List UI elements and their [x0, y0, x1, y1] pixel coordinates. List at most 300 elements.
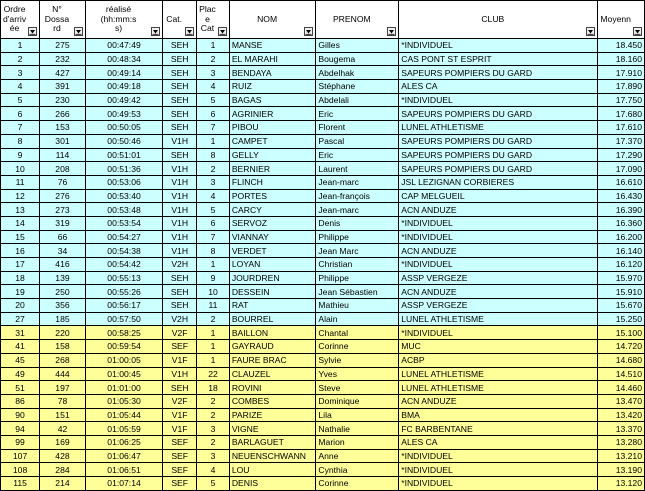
cell-place-cat[interactable]: 4 [197, 189, 230, 203]
cell-club[interactable]: CAS PONT ST ESPRIT [399, 52, 598, 66]
cell-nom[interactable]: BARLAGUET [229, 435, 316, 449]
cell-place-cat[interactable]: 4 [197, 80, 230, 94]
cell-prenom[interactable]: Mathieu [316, 299, 399, 313]
cell-cat[interactable]: SEF [163, 449, 197, 463]
dropdown-arrow-icon[interactable] [218, 27, 227, 36]
cell-cat[interactable]: SEH [163, 93, 197, 107]
cell-club[interactable]: BMA [399, 408, 598, 422]
cell-temps[interactable]: 01:05:30 [85, 394, 162, 408]
cell-ordre[interactable]: 9 [1, 148, 40, 162]
cell-dossard[interactable]: 273 [40, 203, 86, 217]
cell-moyenne[interactable]: 15.970 [598, 271, 645, 285]
cell-moyenne[interactable]: 16.430 [598, 189, 645, 203]
cell-place-cat[interactable]: 7 [197, 121, 230, 135]
cell-club[interactable]: LUNEL ATHLETISME [399, 381, 598, 395]
cell-prenom[interactable]: Jean Marc [316, 244, 399, 258]
header-prenom[interactable] [316, 1, 399, 39]
cell-prenom[interactable]: Anne [316, 449, 399, 463]
dropdown-arrow-icon[interactable] [28, 27, 37, 36]
cell-club[interactable]: ALES CA [399, 435, 598, 449]
cell-place-cat[interactable]: 3 [197, 175, 230, 189]
cell-place-cat[interactable]: 5 [197, 93, 230, 107]
cell-nom[interactable]: NEUENSCHWANN [229, 449, 316, 463]
cell-prenom[interactable]: Jean-marc [316, 203, 399, 217]
cell-nom[interactable]: PIBOU [229, 121, 316, 135]
cell-place-cat[interactable]: 1 [197, 134, 230, 148]
cell-cat[interactable]: V1H [163, 175, 197, 189]
cell-prenom[interactable]: Lila [316, 408, 399, 422]
cell-cat[interactable]: SEH [163, 148, 197, 162]
cell-dossard[interactable]: 220 [40, 326, 86, 340]
cell-dossard[interactable]: 42 [40, 422, 86, 436]
cell-place-cat[interactable]: 22 [197, 367, 230, 381]
cell-temps[interactable]: 00:56:17 [85, 299, 162, 313]
cell-place-cat[interactable]: 2 [197, 394, 230, 408]
cell-nom[interactable]: RUIZ [229, 80, 316, 94]
cell-nom[interactable]: DENIS [229, 477, 316, 491]
cell-nom[interactable]: JOURDREN [229, 271, 316, 285]
cell-nom[interactable]: BAGAS [229, 93, 316, 107]
cell-ordre[interactable]: 45 [1, 353, 40, 367]
cell-club[interactable]: LUNEL ATHLETISME [399, 312, 598, 326]
cell-prenom[interactable]: Bougema [316, 52, 399, 66]
cell-prenom[interactable]: Nathalie [316, 422, 399, 436]
cell-ordre[interactable]: 10 [1, 162, 40, 176]
cell-ordre[interactable]: 16 [1, 244, 40, 258]
cell-cat[interactable]: SEH [163, 107, 197, 121]
cell-ordre[interactable]: 5 [1, 93, 40, 107]
cell-place-cat[interactable]: 6 [197, 216, 230, 230]
cell-club[interactable]: *INDIVIDUEL [399, 230, 598, 244]
cell-club[interactable]: MUC [399, 340, 598, 354]
cell-cat[interactable]: V1H [163, 134, 197, 148]
cell-prenom[interactable]: Abdelali [316, 93, 399, 107]
cell-dossard[interactable]: 76 [40, 175, 86, 189]
cell-temps[interactable]: 01:06:47 [85, 449, 162, 463]
cell-dossard[interactable]: 66 [40, 230, 86, 244]
cell-dossard[interactable]: 197 [40, 381, 86, 395]
cell-prenom[interactable]: Gilles [316, 39, 399, 53]
cell-club[interactable]: *INDIVIDUEL [399, 216, 598, 230]
cell-club[interactable]: ASSP VERGEZE [399, 299, 598, 313]
dropdown-arrow-icon[interactable] [586, 27, 595, 36]
cell-temps[interactable]: 00:54:27 [85, 230, 162, 244]
cell-prenom[interactable]: Laurent [316, 162, 399, 176]
cell-club[interactable]: ALES CA [399, 80, 598, 94]
cell-ordre[interactable]: 6 [1, 107, 40, 121]
cell-club[interactable]: SAPEURS POMPIERS DU GARD [399, 134, 598, 148]
cell-place-cat[interactable]: 8 [197, 244, 230, 258]
cell-club[interactable]: LUNEL ATHLETISME [399, 367, 598, 381]
cell-ordre[interactable]: 12 [1, 189, 40, 203]
cell-cat[interactable]: V1F [163, 353, 197, 367]
cell-club[interactable]: JSL LEZIGNAN CORBIERES [399, 175, 598, 189]
cell-moyenne[interactable]: 14.510 [598, 367, 645, 381]
cell-club[interactable]: SAPEURS POMPIERS DU GARD [399, 66, 598, 80]
header-dossard[interactable] [40, 1, 86, 39]
cell-ordre[interactable]: 13 [1, 203, 40, 217]
cell-temps[interactable]: 01:05:59 [85, 422, 162, 436]
cell-moyenne[interactable]: 13.280 [598, 435, 645, 449]
cell-ordre[interactable]: 19 [1, 285, 40, 299]
cell-ordre[interactable]: 31 [1, 326, 40, 340]
cell-moyenne[interactable]: 13.210 [598, 449, 645, 463]
cell-ordre[interactable]: 4 [1, 80, 40, 94]
cell-cat[interactable]: V1F [163, 408, 197, 422]
cell-nom[interactable]: SERVOZ [229, 216, 316, 230]
cell-moyenne[interactable]: 17.370 [598, 134, 645, 148]
cell-place-cat[interactable]: 2 [197, 312, 230, 326]
cell-ordre[interactable]: 14 [1, 216, 40, 230]
cell-moyenne[interactable]: 17.680 [598, 107, 645, 121]
cell-moyenne[interactable]: 18.450 [598, 39, 645, 53]
cell-moyenne[interactable]: 16.360 [598, 216, 645, 230]
cell-dossard[interactable]: 230 [40, 93, 86, 107]
cell-temps[interactable]: 00:53:48 [85, 203, 162, 217]
cell-nom[interactable]: FAURE BRAC [229, 353, 316, 367]
cell-dossard[interactable]: 427 [40, 66, 86, 80]
cell-club[interactable]: SAPEURS POMPIERS DU GARD [399, 148, 598, 162]
cell-place-cat[interactable]: 1 [197, 258, 230, 272]
cell-temps[interactable]: 00:49:53 [85, 107, 162, 121]
cell-dossard[interactable]: 151 [40, 408, 86, 422]
cell-temps[interactable]: 00:50:05 [85, 121, 162, 135]
cell-prenom[interactable]: Denis [316, 216, 399, 230]
cell-ordre[interactable]: 20 [1, 299, 40, 313]
cell-nom[interactable]: RAT [229, 299, 316, 313]
cell-ordre[interactable]: 27 [1, 312, 40, 326]
cell-temps[interactable]: 01:00:45 [85, 367, 162, 381]
cell-ordre[interactable]: 99 [1, 435, 40, 449]
cell-dossard[interactable]: 185 [40, 312, 86, 326]
cell-prenom[interactable]: Abdelhak [316, 66, 399, 80]
cell-moyenne[interactable]: 15.910 [598, 285, 645, 299]
cell-ordre[interactable]: 3 [1, 66, 40, 80]
cell-temps[interactable]: 01:06:25 [85, 435, 162, 449]
cell-nom[interactable]: BAILLON [229, 326, 316, 340]
cell-dossard[interactable]: 232 [40, 52, 86, 66]
cell-place-cat[interactable]: 3 [197, 449, 230, 463]
cell-temps[interactable]: 01:06:51 [85, 463, 162, 477]
cell-club[interactable]: *INDIVIDUEL [399, 477, 598, 491]
cell-temps[interactable]: 01:00:05 [85, 353, 162, 367]
cell-club[interactable]: *INDIVIDUEL [399, 39, 598, 53]
cell-moyenne[interactable]: 14.680 [598, 353, 645, 367]
cell-dossard[interactable]: 169 [40, 435, 86, 449]
cell-place-cat[interactable]: 6 [197, 107, 230, 121]
cell-dossard[interactable]: 214 [40, 477, 86, 491]
cell-place-cat[interactable]: 1 [197, 353, 230, 367]
cell-cat[interactable]: V2F [163, 326, 197, 340]
cell-moyenne[interactable]: 13.370 [598, 422, 645, 436]
dropdown-arrow-icon[interactable] [74, 27, 83, 36]
cell-temps[interactable]: 01:07:14 [85, 477, 162, 491]
cell-nom[interactable]: EL MARAHI [229, 52, 316, 66]
cell-nom[interactable]: LOU [229, 463, 316, 477]
cell-temps[interactable]: 00:53:40 [85, 189, 162, 203]
cell-cat[interactable]: SEF [163, 463, 197, 477]
cell-moyenne[interactable]: 17.090 [598, 162, 645, 176]
cell-nom[interactable]: LOYAN [229, 258, 316, 272]
cell-place-cat[interactable]: 5 [197, 203, 230, 217]
cell-ordre[interactable]: 8 [1, 134, 40, 148]
cell-ordre[interactable]: 90 [1, 408, 40, 422]
cell-prenom[interactable]: Corinne [316, 340, 399, 354]
cell-prenom[interactable]: Stéphane [316, 80, 399, 94]
cell-dossard[interactable]: 284 [40, 463, 86, 477]
cell-cat[interactable]: SEH [163, 66, 197, 80]
cell-prenom[interactable]: Pascal [316, 134, 399, 148]
cell-nom[interactable]: PARIZE [229, 408, 316, 422]
cell-place-cat[interactable]: 18 [197, 381, 230, 395]
cell-cat[interactable]: V2F [163, 394, 197, 408]
cell-nom[interactable]: CARCY [229, 203, 316, 217]
cell-club[interactable]: ACN ANDUZE [399, 394, 598, 408]
cell-moyenne[interactable]: 13.120 [598, 477, 645, 491]
cell-nom[interactable]: AGRINIER [229, 107, 316, 121]
cell-ordre[interactable]: 7 [1, 121, 40, 135]
cell-prenom[interactable]: Marion [316, 435, 399, 449]
cell-moyenne[interactable]: 13.190 [598, 463, 645, 477]
cell-prenom[interactable]: Corinne [316, 477, 399, 491]
cell-prenom[interactable]: Yves [316, 367, 399, 381]
cell-cat[interactable]: SEH [163, 121, 197, 135]
cell-prenom[interactable]: Chantal [316, 326, 399, 340]
cell-ordre[interactable]: 49 [1, 367, 40, 381]
cell-ordre[interactable]: 2 [1, 52, 40, 66]
cell-moyenne[interactable]: 13.470 [598, 394, 645, 408]
header-club[interactable] [399, 1, 598, 39]
cell-prenom[interactable]: Jean Sébastien [316, 285, 399, 299]
cell-club[interactable]: FC BARBENTANE [399, 422, 598, 436]
dropdown-arrow-icon[interactable] [387, 27, 396, 36]
cell-dossard[interactable]: 275 [40, 39, 86, 53]
cell-dossard[interactable]: 391 [40, 80, 86, 94]
cell-prenom[interactable]: Eric [316, 107, 399, 121]
cell-dossard[interactable]: 78 [40, 394, 86, 408]
cell-temps[interactable]: 00:54:38 [85, 244, 162, 258]
cell-place-cat[interactable]: 7 [197, 230, 230, 244]
cell-dossard[interactable]: 356 [40, 299, 86, 313]
cell-cat[interactable]: V1H [163, 367, 197, 381]
cell-cat[interactable]: V1H [163, 244, 197, 258]
cell-prenom[interactable]: Jean-françois [316, 189, 399, 203]
header-nom[interactable] [229, 1, 316, 39]
cell-place-cat[interactable]: 2 [197, 435, 230, 449]
cell-place-cat[interactable]: 1 [197, 39, 230, 53]
cell-moyenne[interactable]: 18.160 [598, 52, 645, 66]
header-place-cat[interactable] [197, 1, 230, 39]
cell-nom[interactable]: COMBES [229, 394, 316, 408]
cell-ordre[interactable]: 51 [1, 381, 40, 395]
dropdown-arrow-icon[interactable] [304, 27, 313, 36]
cell-place-cat[interactable]: 5 [197, 477, 230, 491]
cell-cat[interactable]: V2H [163, 312, 197, 326]
cell-nom[interactable]: VIGNE [229, 422, 316, 436]
cell-nom[interactable]: VIANNAY [229, 230, 316, 244]
cell-moyenne[interactable]: 17.610 [598, 121, 645, 135]
cell-temps[interactable]: 00:50:46 [85, 134, 162, 148]
cell-temps[interactable]: 00:49:42 [85, 93, 162, 107]
cell-moyenne[interactable]: 17.750 [598, 93, 645, 107]
cell-dossard[interactable]: 266 [40, 107, 86, 121]
cell-prenom[interactable]: Alain [316, 312, 399, 326]
cell-cat[interactable]: SEH [163, 52, 197, 66]
cell-temps[interactable]: 00:51:01 [85, 148, 162, 162]
cell-cat[interactable]: V1H [163, 230, 197, 244]
cell-club[interactable]: *INDIVIDUEL [399, 93, 598, 107]
cell-dossard[interactable]: 250 [40, 285, 86, 299]
cell-place-cat[interactable]: 1 [197, 340, 230, 354]
cell-club[interactable]: ACN ANDUZE [399, 244, 598, 258]
cell-ordre[interactable]: 86 [1, 394, 40, 408]
cell-moyenne[interactable]: 16.200 [598, 230, 645, 244]
cell-club[interactable]: *INDIVIDUEL [399, 463, 598, 477]
cell-moyenne[interactable]: 14.460 [598, 381, 645, 395]
cell-nom[interactable]: BOURREL [229, 312, 316, 326]
cell-nom[interactable]: GELLY [229, 148, 316, 162]
cell-temps[interactable]: 00:51:36 [85, 162, 162, 176]
cell-temps[interactable]: 00:58:25 [85, 326, 162, 340]
cell-ordre[interactable]: 17 [1, 258, 40, 272]
cell-nom[interactable]: GAYRAUD [229, 340, 316, 354]
cell-dossard[interactable]: 34 [40, 244, 86, 258]
cell-club[interactable]: ACBP [399, 353, 598, 367]
cell-temps[interactable]: 00:48:34 [85, 52, 162, 66]
cell-prenom[interactable]: Jean-marc [316, 175, 399, 189]
cell-place-cat[interactable]: 2 [197, 52, 230, 66]
cell-nom[interactable]: BERNIER [229, 162, 316, 176]
cell-dossard[interactable]: 276 [40, 189, 86, 203]
cell-moyenne[interactable]: 16.390 [598, 203, 645, 217]
cell-nom[interactable]: VERDET [229, 244, 316, 258]
cell-place-cat[interactable]: 2 [197, 408, 230, 422]
cell-temps[interactable]: 00:55:13 [85, 271, 162, 285]
cell-moyenne[interactable]: 15.250 [598, 312, 645, 326]
cell-ordre[interactable]: 41 [1, 340, 40, 354]
cell-dossard[interactable]: 139 [40, 271, 86, 285]
cell-ordre[interactable]: 11 [1, 175, 40, 189]
cell-cat[interactable]: SEH [163, 299, 197, 313]
cell-prenom[interactable]: Sylvie [316, 353, 399, 367]
cell-club[interactable]: *INDIVIDUEL [399, 258, 598, 272]
cell-dossard[interactable]: 416 [40, 258, 86, 272]
cell-nom[interactable]: BENDAYA [229, 66, 316, 80]
cell-cat[interactable]: V1H [163, 203, 197, 217]
cell-place-cat[interactable]: 8 [197, 148, 230, 162]
cell-prenom[interactable]: Cynthia [316, 463, 399, 477]
cell-place-cat[interactable]: 3 [197, 66, 230, 80]
cell-nom[interactable]: MANSE [229, 39, 316, 53]
dropdown-arrow-icon[interactable] [185, 27, 194, 36]
cell-temps[interactable]: 00:57:50 [85, 312, 162, 326]
cell-dossard[interactable]: 444 [40, 367, 86, 381]
cell-nom[interactable]: DESSEIN [229, 285, 316, 299]
cell-ordre[interactable]: 1 [1, 39, 40, 53]
cell-ordre[interactable]: 108 [1, 463, 40, 477]
cell-club[interactable]: *INDIVIDUEL [399, 326, 598, 340]
cell-moyenne[interactable]: 16.120 [598, 258, 645, 272]
cell-dossard[interactable]: 428 [40, 449, 86, 463]
cell-prenom[interactable]: Steve [316, 381, 399, 395]
cell-prenom[interactable]: Philippe [316, 230, 399, 244]
cell-dossard[interactable]: 301 [40, 134, 86, 148]
cell-moyenne[interactable]: 17.910 [598, 66, 645, 80]
cell-cat[interactable]: V1H [163, 216, 197, 230]
cell-ordre[interactable]: 107 [1, 449, 40, 463]
cell-dossard[interactable]: 114 [40, 148, 86, 162]
cell-ordre[interactable]: 15 [1, 230, 40, 244]
cell-club[interactable]: SAPEURS POMPIERS DU GARD [399, 107, 598, 121]
cell-place-cat[interactable]: 11 [197, 299, 230, 313]
dropdown-arrow-icon[interactable] [633, 27, 642, 36]
header-ordre[interactable] [1, 1, 40, 39]
cell-dossard[interactable]: 319 [40, 216, 86, 230]
cell-place-cat[interactable]: 4 [197, 463, 230, 477]
cell-club[interactable]: *INDIVIDUEL [399, 449, 598, 463]
cell-ordre[interactable]: 115 [1, 477, 40, 491]
cell-moyenne[interactable]: 15.670 [598, 299, 645, 313]
dropdown-arrow-icon[interactable] [151, 27, 160, 36]
cell-temps[interactable]: 00:59:54 [85, 340, 162, 354]
cell-cat[interactable]: V1H [163, 162, 197, 176]
cell-moyenne[interactable]: 13.420 [598, 408, 645, 422]
cell-club[interactable]: CAP MELGUEIL [399, 189, 598, 203]
cell-cat[interactable]: V2H [163, 258, 197, 272]
cell-place-cat[interactable]: 3 [197, 422, 230, 436]
cell-moyenne[interactable]: 15.100 [598, 326, 645, 340]
cell-prenom[interactable]: Florent [316, 121, 399, 135]
cell-temps[interactable]: 00:47:49 [85, 39, 162, 53]
cell-cat[interactable]: SEF [163, 477, 197, 491]
cell-club[interactable]: ASSP VERGEZE [399, 271, 598, 285]
cell-place-cat[interactable]: 1 [197, 326, 230, 340]
cell-cat[interactable]: SEF [163, 340, 197, 354]
cell-prenom[interactable]: Dominique [316, 394, 399, 408]
cell-nom[interactable]: PORTES [229, 189, 316, 203]
cell-temps[interactable]: 00:53:06 [85, 175, 162, 189]
cell-temps[interactable]: 00:49:18 [85, 80, 162, 94]
cell-cat[interactable]: SEH [163, 271, 197, 285]
cell-place-cat[interactable]: 10 [197, 285, 230, 299]
cell-cat[interactable]: V1F [163, 422, 197, 436]
cell-moyenne[interactable]: 17.890 [598, 80, 645, 94]
cell-cat[interactable]: SEH [163, 39, 197, 53]
cell-cat[interactable]: SEH [163, 381, 197, 395]
cell-temps[interactable]: 01:05:44 [85, 408, 162, 422]
cell-cat[interactable]: V1H [163, 189, 197, 203]
cell-prenom[interactable]: Christian [316, 258, 399, 272]
cell-temps[interactable]: 00:55:26 [85, 285, 162, 299]
cell-cat[interactable]: SEH [163, 285, 197, 299]
cell-dossard[interactable]: 208 [40, 162, 86, 176]
cell-moyenne[interactable]: 17.290 [598, 148, 645, 162]
cell-nom[interactable]: CAMPET [229, 134, 316, 148]
cell-temps[interactable]: 00:53:54 [85, 216, 162, 230]
cell-dossard[interactable]: 153 [40, 121, 86, 135]
header-cat[interactable] [163, 1, 197, 39]
cell-cat[interactable]: SEH [163, 80, 197, 94]
cell-dossard[interactable]: 158 [40, 340, 86, 354]
cell-prenom[interactable]: Philippe [316, 271, 399, 285]
cell-ordre[interactable]: 94 [1, 422, 40, 436]
cell-place-cat[interactable]: 9 [197, 271, 230, 285]
cell-nom[interactable]: FLINCH [229, 175, 316, 189]
cell-ordre[interactable]: 18 [1, 271, 40, 285]
header-temps[interactable] [85, 1, 162, 39]
cell-dossard[interactable]: 268 [40, 353, 86, 367]
cell-place-cat[interactable]: 2 [197, 162, 230, 176]
